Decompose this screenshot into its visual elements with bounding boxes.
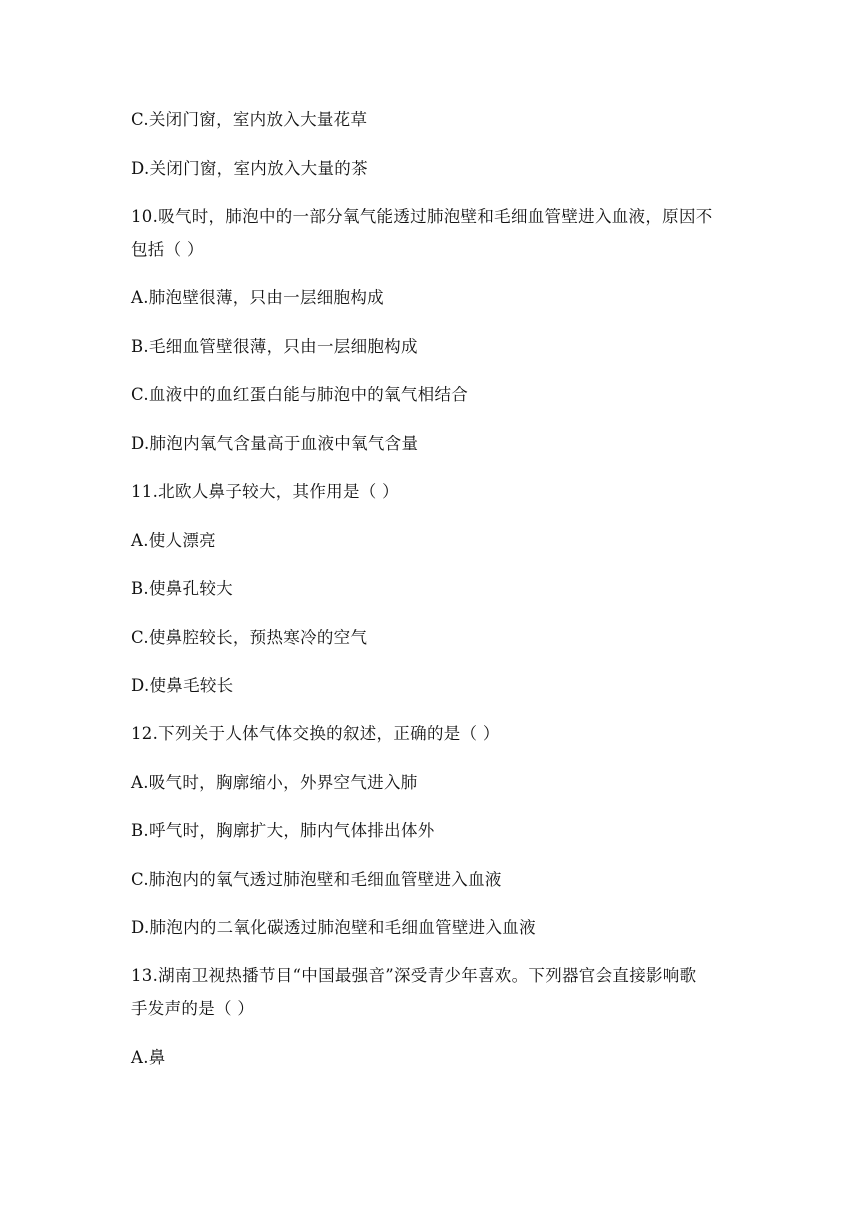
question-13-line-2: 手发声的是（ ） bbox=[131, 999, 255, 1018]
question-10-line-1: 10.吸气时，肺泡中的一部分氧气能透过肺泡壁和毛细血管壁进入血液，原因不 bbox=[131, 207, 713, 226]
option-12c: C.肺泡内的氧气透过肺泡壁和毛细血管壁进入血液 bbox=[131, 870, 502, 889]
option-12d: D.肺泡内的二氧化碳透过肺泡壁和毛细血管壁进入血液 bbox=[131, 918, 536, 937]
option-11a: A.使人漂亮 bbox=[131, 531, 216, 550]
option-10b: B.毛细血管壁很薄，只由一层细胞构成 bbox=[131, 337, 418, 356]
question-10-line-2: 包括（ ） bbox=[131, 240, 204, 259]
option-11c: C.使鼻腔较长，预热寒冷的空气 bbox=[131, 628, 368, 647]
option-11d: D.使鼻毛较长 bbox=[131, 676, 234, 695]
question-12: 12.下列关于人体气体交换的叙述，正确的是（ ） bbox=[131, 724, 500, 743]
option-9d: D.关闭门窗，室内放入大量的茶 bbox=[131, 159, 368, 178]
question-13-line-1: 13.湖南卫视热播节目“中国最强音”深受青少年喜欢。下列器官会直接影响歌 bbox=[131, 966, 697, 985]
option-10c: C.血液中的血红蛋白能与肺泡中的氧气相结合 bbox=[131, 385, 469, 404]
option-11b: B.使鼻孔较大 bbox=[131, 579, 233, 598]
option-12a: A.吸气时，胸廓缩小，外界空气进入肺 bbox=[131, 773, 418, 792]
option-13a: A.鼻 bbox=[131, 1048, 166, 1067]
option-10d: D.肺泡内氧气含量高于血液中氧气含量 bbox=[131, 434, 419, 453]
option-9c: C.关闭门窗，室内放入大量花草 bbox=[131, 110, 368, 129]
option-12b: B.呼气时，胸廓扩大，肺内气体排出体外 bbox=[131, 821, 435, 840]
option-10a: A.肺泡壁很薄，只由一层细胞构成 bbox=[131, 288, 384, 307]
question-11: 11.北欧人鼻子较大，其作用是（ ） bbox=[131, 482, 399, 501]
